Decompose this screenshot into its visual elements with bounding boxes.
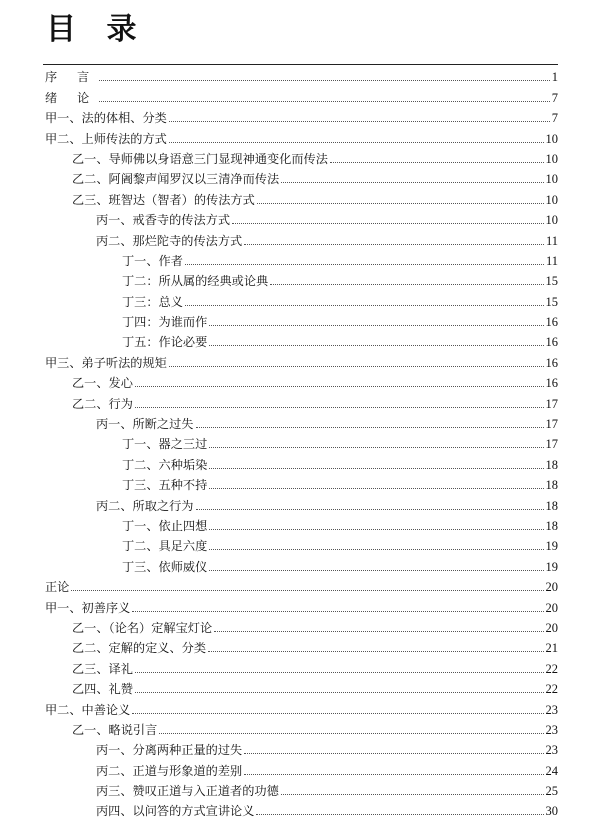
dot-leader xyxy=(159,733,543,734)
toc-entry-title: 甲二、上师传法的方式 xyxy=(45,131,167,146)
toc-entry[interactable] xyxy=(0,757,600,777)
toc-entry-title: 丙一、所断之过失 xyxy=(96,417,194,432)
toc-entry[interactable] xyxy=(0,227,600,247)
dot-leader xyxy=(281,182,543,183)
toc-entry-title: 丙四、以问答的方式宣讲论义 xyxy=(96,804,255,818)
toc-entry-page-number: 18 xyxy=(545,478,558,493)
dot-leader xyxy=(244,244,544,245)
toc-entry-title: 乙一、（论名）定解宝灯论 xyxy=(72,620,213,635)
dot-leader xyxy=(169,366,544,367)
toc-entry-page-number: 30 xyxy=(545,804,558,818)
dot-leader xyxy=(270,284,543,285)
toc-entry-title: 丁三：总义 xyxy=(122,294,183,309)
toc-entry-page-number: 11 xyxy=(545,253,558,268)
toc-entry-title: 乙二、阿阇黎声闻罗汉以三清净而传法 xyxy=(72,172,280,187)
toc-entry[interactable] xyxy=(0,268,600,288)
dot-leader xyxy=(256,814,543,815)
page-title: 目 录 xyxy=(46,12,147,47)
toc-entry-title: 丙二、所取之行为 xyxy=(96,498,194,513)
toc-entry-title: 丁一、作者 xyxy=(122,253,183,268)
toc-entry[interactable] xyxy=(0,451,600,471)
toc-entry-title: 序 言 xyxy=(45,70,98,85)
toc-entry-page-number: 25 xyxy=(545,784,558,799)
toc-entry-page-number: 10 xyxy=(545,172,558,187)
toc-entry[interactable] xyxy=(0,655,600,675)
toc-entry-page-number: 21 xyxy=(545,641,558,656)
toc-entry-title: 乙一、发心 xyxy=(72,376,133,391)
toc-entry-title: 丙三、赞叹正道与入正道者的功德 xyxy=(96,784,279,799)
dot-leader xyxy=(185,305,544,306)
toc-entry-page-number: 10 xyxy=(545,213,558,228)
toc-entry[interactable] xyxy=(0,186,600,206)
toc-entry[interactable] xyxy=(0,248,600,268)
toc-entry-page-number: 20 xyxy=(545,620,558,635)
toc-entry-page-number: 20 xyxy=(545,600,558,615)
toc-entry-page-number: 17 xyxy=(545,396,558,411)
toc-entry[interactable] xyxy=(0,615,600,635)
dot-leader xyxy=(281,794,544,795)
toc-entry[interactable] xyxy=(0,309,600,329)
toc-entry-title: 乙一、导师佛以身语意三门显现神通变化而传法 xyxy=(72,151,328,166)
dot-leader xyxy=(209,447,543,448)
toc-entry[interactable] xyxy=(0,105,600,125)
dot-leader xyxy=(330,162,544,163)
toc-entry-title: 丙一、戒香寺的传法方式 xyxy=(96,213,231,228)
toc-entry-page-number: 16 xyxy=(545,335,558,350)
toc-entry-title: 丁二、六种垢染 xyxy=(122,457,208,472)
dot-leader xyxy=(232,223,543,224)
dot-leader xyxy=(214,631,543,632)
toc-entry[interactable] xyxy=(0,288,600,308)
toc-entry[interactable] xyxy=(0,737,600,757)
toc-entry-page-number: 19 xyxy=(545,539,558,554)
toc-entry[interactable] xyxy=(0,472,600,492)
toc-entry-title: 甲一、法的体相、分类 xyxy=(45,111,167,126)
toc-entry[interactable] xyxy=(0,676,600,696)
toc-entry[interactable] xyxy=(0,574,600,594)
toc-entry-title: 绪 论 xyxy=(45,90,98,105)
toc-entry-title: 甲三、弟子听法的规矩 xyxy=(45,355,167,370)
toc-entry-title: 丙一、分离两种正量的过失 xyxy=(96,743,243,758)
toc-entry[interactable] xyxy=(0,329,600,349)
dot-leader xyxy=(132,611,543,612)
dot-leader xyxy=(135,672,544,673)
toc-entry-page-number: 18 xyxy=(545,498,558,513)
dot-leader xyxy=(209,345,543,346)
dot-leader xyxy=(209,529,543,530)
toc-entry-page-number: 24 xyxy=(545,763,558,778)
toc-entry[interactable] xyxy=(0,533,600,553)
toc-entry-page-number: 16 xyxy=(545,376,558,391)
toc-entry-page-number: 16 xyxy=(545,355,558,370)
toc-entry[interactable] xyxy=(0,370,600,390)
toc-entry-title: 乙三、译礼 xyxy=(72,661,133,676)
toc-entry-page-number: 20 xyxy=(545,580,558,595)
dot-leader xyxy=(209,570,543,571)
toc-entry-title: 乙四、礼赞 xyxy=(72,682,133,697)
toc-entry-title: 丁四：为谁而作 xyxy=(122,315,208,330)
toc-entry-page-number: 22 xyxy=(545,661,558,676)
toc-entry[interactable] xyxy=(0,635,600,655)
toc-entry-page-number: 15 xyxy=(545,274,558,289)
toc-entry[interactable] xyxy=(0,64,600,84)
toc-entry[interactable] xyxy=(0,349,600,369)
toc-entry[interactable] xyxy=(0,798,600,818)
dot-leader xyxy=(99,80,550,81)
toc-entry-title: 丁三、依师威仪 xyxy=(122,559,208,574)
dot-leader xyxy=(196,427,544,428)
toc-entry[interactable] xyxy=(0,492,600,512)
toc-entry-page-number: 23 xyxy=(545,702,558,717)
toc-entry[interactable] xyxy=(0,696,600,716)
toc-entry[interactable] xyxy=(0,390,600,410)
toc-entry-title: 甲一、初善序义 xyxy=(45,600,131,615)
toc-entry-title: 乙二、行为 xyxy=(72,396,133,411)
dot-leader xyxy=(209,488,543,489)
toc-entry-title: 甲二、中善论义 xyxy=(45,702,131,717)
toc-entry-title: 丙二、正道与形象道的差别 xyxy=(96,763,243,778)
toc-entry[interactable] xyxy=(0,146,600,166)
dot-leader xyxy=(185,264,544,265)
dot-leader xyxy=(209,325,543,326)
toc-entry-page-number: 10 xyxy=(545,131,558,146)
dot-leader xyxy=(135,407,544,408)
toc-entry-title: 丁二、具足六度 xyxy=(122,539,208,554)
toc-entry[interactable] xyxy=(0,411,600,431)
dot-leader xyxy=(244,753,543,754)
toc-entry[interactable] xyxy=(0,553,600,573)
toc-entry-page-number: 22 xyxy=(545,682,558,697)
dot-leader xyxy=(257,203,544,204)
table-of-contents xyxy=(0,64,600,818)
toc-entry-title: 正论 xyxy=(45,580,70,595)
toc-entry-title: 丁一、依止四想 xyxy=(122,518,208,533)
toc-entry[interactable] xyxy=(0,513,600,533)
dot-leader xyxy=(244,774,543,775)
toc-entry-page-number: 23 xyxy=(545,743,558,758)
toc-entry-page-number: 18 xyxy=(545,518,558,533)
toc-entry-page-number: 7 xyxy=(551,111,558,126)
toc-entry-title: 丁一、器之三过 xyxy=(122,437,208,452)
toc-entry-title: 丙二、那烂陀寺的传法方式 xyxy=(96,233,243,248)
dot-leader xyxy=(169,142,544,143)
dot-leader xyxy=(99,101,550,102)
toc-entry-page-number: 17 xyxy=(545,417,558,432)
toc-entry-page-number: 19 xyxy=(545,559,558,574)
toc-entry-page-number: 10 xyxy=(545,192,558,207)
toc-entry-page-number: 16 xyxy=(545,315,558,330)
toc-entry-page-number: 17 xyxy=(545,437,558,452)
dot-leader xyxy=(135,386,544,387)
dot-leader xyxy=(132,713,543,714)
toc-entry-page-number: 10 xyxy=(545,151,558,166)
dot-leader xyxy=(209,549,543,550)
dot-leader xyxy=(208,651,543,652)
toc-entry[interactable] xyxy=(0,125,600,145)
toc-entry[interactable] xyxy=(0,166,600,186)
toc-entry-page-number: 15 xyxy=(545,294,558,309)
toc-entry[interactable] xyxy=(0,207,600,227)
dot-leader xyxy=(135,692,544,693)
toc-entry-title: 丁五：作论必要 xyxy=(122,335,208,350)
toc-entry[interactable] xyxy=(0,594,600,614)
toc-entry-page-number: 18 xyxy=(545,457,558,472)
toc-entry-title: 丁二：所从属的经典或论典 xyxy=(122,274,269,289)
toc-entry[interactable] xyxy=(0,431,600,451)
toc-entry-title: 乙三、班智达（智者）的传法方式 xyxy=(72,192,255,207)
toc-entry-title: 丁三、五种不持 xyxy=(122,478,208,493)
dot-leader xyxy=(169,121,550,122)
dot-leader xyxy=(71,590,543,591)
toc-entry[interactable] xyxy=(0,84,600,104)
toc-entry-page-number: 11 xyxy=(545,233,558,248)
toc-entry-page-number: 7 xyxy=(551,90,558,105)
dot-leader xyxy=(196,509,544,510)
toc-entry-title: 乙二、定解的定义、分类 xyxy=(72,641,207,656)
toc-entry-page-number: 1 xyxy=(551,70,558,85)
toc-entry-title: 乙一、略说引言 xyxy=(72,722,158,737)
toc-entry[interactable] xyxy=(0,717,600,737)
toc-entry[interactable] xyxy=(0,778,600,798)
toc-entry-page-number: 23 xyxy=(545,722,558,737)
dot-leader xyxy=(209,468,543,469)
